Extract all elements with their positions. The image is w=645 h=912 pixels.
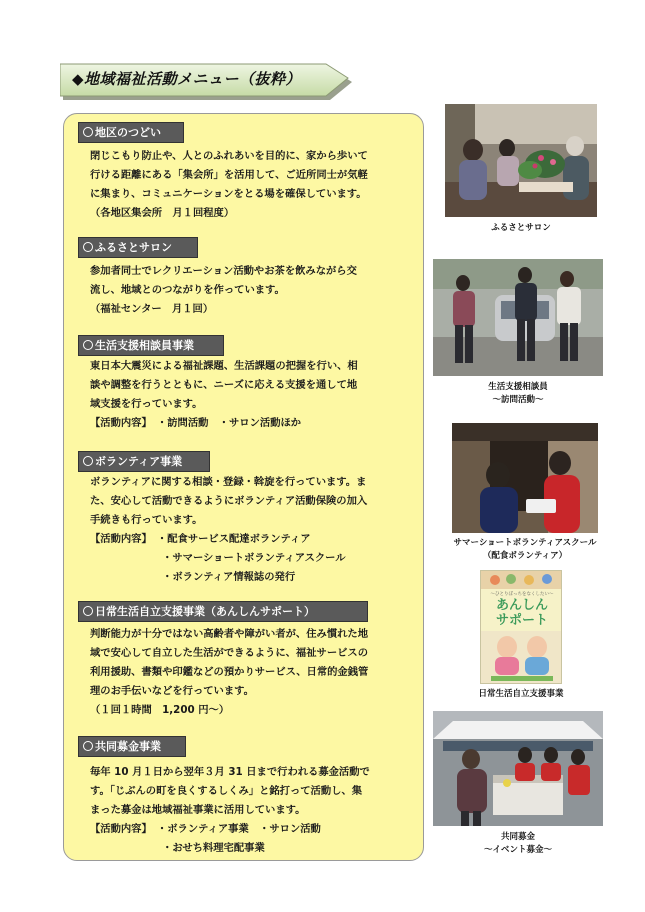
section-header-chiku-no-tsudoi: 地区のつどい [78, 122, 184, 143]
photo-seikatsu-shien [433, 259, 603, 376]
section-header-kyodo-bokin: 共同募金事業 [78, 736, 186, 757]
section-body-seikatsu-shien: 東日本大震災による福祉課題、生活課題の把握を行い、相 談や調整を行うとともに、ニーズに応える支援を通して地 域支援を行っています。 【活動内容】 ・訪問活動 ・サロン活動ほか [90, 360, 358, 429]
caption-summer-short-volunteer: サマーショートボランティアスクール （配食ボランティア） [453, 538, 597, 561]
section-header-seikatsu-shien: 生活支援相談員事業 [78, 335, 224, 356]
circle-marker-icon [83, 606, 93, 616]
photo-kyodo-bokin [433, 711, 603, 826]
brochure-title-line1: あんしん [495, 598, 548, 613]
section-body-chiku-no-tsudoi: 閉じこもり防止や、人とのふれあいを目的に、家から歩いて 行ける距離にある「集会所」を活用して、ご近所同士が気軽 に集まり、コミュニケーションをとる場を確保しています。 （各地区集会所 月１回程度） [90, 150, 368, 219]
brochure-tagline: ～ひとりぼっちをなくしたい～ [490, 592, 554, 597]
anshin-support-brochure [480, 570, 562, 684]
circle-marker-icon [83, 456, 93, 466]
section-banner [60, 60, 352, 100]
section-body-anshin-support: 判断能力が十分ではない高齢者や障がい者が、住み慣れた地 域で安心して自立した生活ができるように、福祉サービスの 利用援助、書類や印鑑などの預かりサービス、日常的金銭管 理のお手伝いなどを行っています。 （１回１時間 1,200 円～） [90, 628, 369, 716]
section-header-volunteer: ボランティア事業 [78, 451, 210, 472]
section-body-furusato-salon: 参加者同士でレクリエーション活動やお茶を飲みながら交 流し、地域とのつながりを作っています。 （福祉センター 月１回） [90, 265, 357, 315]
photo-summer-short-volunteer [452, 423, 598, 533]
section-body-volunteer: ボランティアに関する相談・登録・斡旋を行っています。ま た、安心して活動できるようにボランティア活動保険の加入 手続きも行っています。 【活動内容】 ・配食サービス配達ボランティア ・サマーショートボランティアスクール ・ボランティア情報誌の発行 [90, 476, 368, 583]
circle-marker-icon [83, 242, 93, 252]
photo-furusato-salon [445, 104, 597, 217]
caption-seikatsu-shien: 生活支援相談員 ～訪問活動～ [488, 382, 548, 405]
circle-marker-icon [83, 127, 93, 137]
section-header-anshin-support: 日常生活自立支援事業（あんしんサポート） [78, 601, 368, 622]
section-header-furusato-salon: ふるさとサロン [78, 237, 198, 258]
brochure-title-line2: サポート [495, 613, 548, 628]
caption-anshin-support: 日常生活自立支援事業 [478, 689, 564, 699]
caption-kyodo-bokin: 共同募金 ～イベント募金～ [483, 832, 552, 855]
section-body-kyodo-bokin: 毎年 10 月１日から翌年３月 31 日まで行われる募金活動で す。「じぶんの町を良くするしくみ」と銘打って活動し、集 まった募金は地域福祉事業に活用しています。 【活動内容】 ・ボランティア事業 ・サロン活動 ・おせち料理宅配事業 [90, 766, 370, 854]
caption-furusato-salon: ふるさとサロン [491, 223, 551, 233]
circle-marker-icon [83, 741, 93, 751]
page-title: ◆地域福祉活動メニュー（抜粋） [72, 70, 302, 88]
circle-marker-icon [83, 340, 93, 350]
